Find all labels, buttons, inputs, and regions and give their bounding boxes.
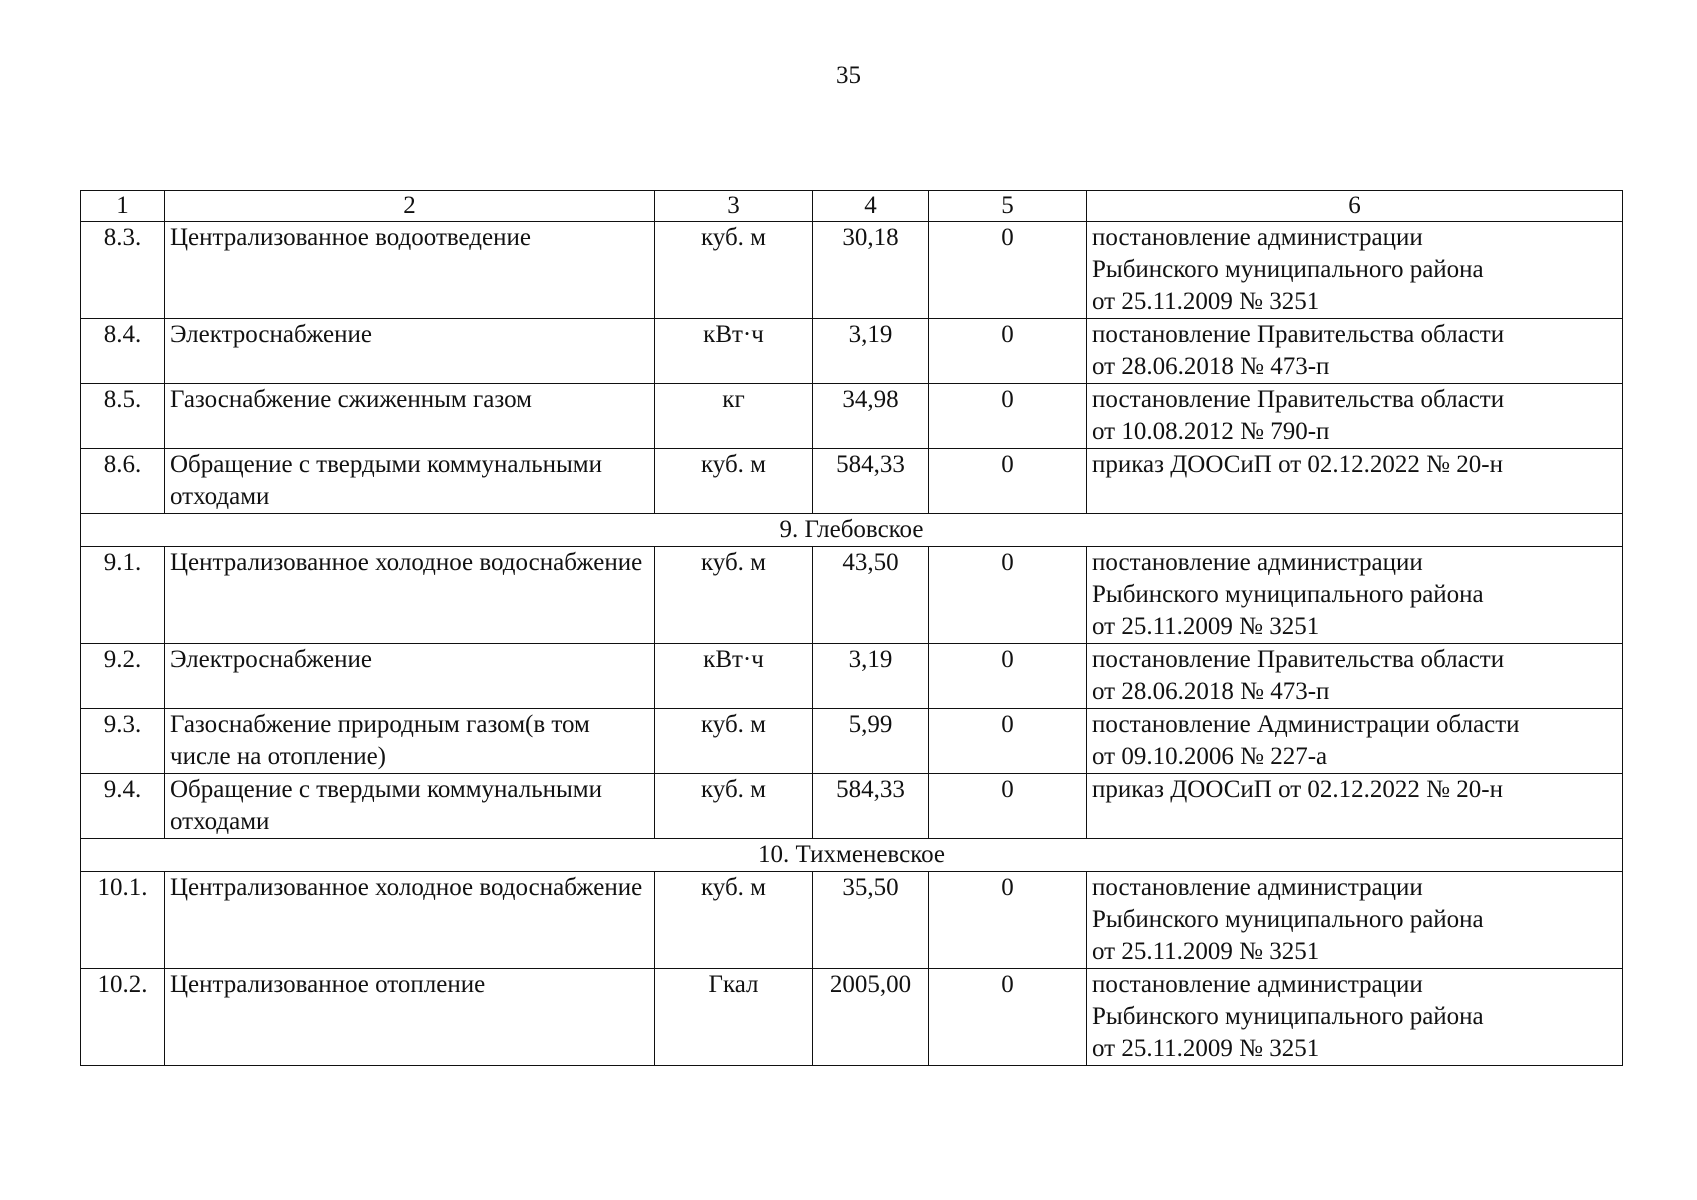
unit: кВт·ч — [655, 644, 813, 709]
column-header: 2 — [165, 191, 655, 222]
section-row — [81, 514, 1623, 547]
table-row — [81, 449, 1623, 514]
norm-value: 30,18 — [813, 222, 929, 319]
legal-basis-line: Рыбинского муниципального района — [1092, 1003, 1484, 1030]
legal-basis-line: от 25.11.2009 № 3251 — [1092, 613, 1320, 640]
service-name: Электроснабжение — [165, 644, 655, 709]
table-body — [81, 191, 1623, 1066]
legal-basis-line: постановление администрации — [1092, 549, 1423, 576]
legal-basis-line: постановление администрации — [1092, 874, 1423, 901]
legal-basis — [1087, 872, 1623, 969]
column-header: 3 — [655, 191, 813, 222]
unit: Гкал — [655, 969, 813, 1066]
page-number: 35 — [836, 62, 861, 89]
table-row — [81, 222, 1623, 319]
legal-basis-line: постановление Администрации области — [1092, 711, 1520, 738]
unit: кг — [655, 384, 813, 449]
unit: куб. м — [655, 872, 813, 969]
column-5-value: 0 — [929, 222, 1087, 319]
table-row — [81, 319, 1623, 384]
column-header: 1 — [81, 191, 165, 222]
row-number: 10.1. — [81, 872, 165, 969]
service-name: Обращение с твердыми коммунальными отходами — [165, 774, 655, 839]
legal-basis-line: от 25.11.2009 № 3251 — [1092, 288, 1320, 315]
unit: куб. м — [655, 547, 813, 644]
unit: куб. м — [655, 709, 813, 774]
legal-basis — [1087, 774, 1623, 839]
table-row — [81, 709, 1623, 774]
legal-basis-line: от 28.06.2018 № 473-п — [1092, 678, 1330, 705]
norm-value: 584,33 — [813, 774, 929, 839]
legal-basis-line: от 09.10.2006 № 227-а — [1092, 743, 1328, 770]
table-row — [81, 774, 1623, 839]
row-number: 9.1. — [81, 547, 165, 644]
legal-basis-line: постановление Правительства области — [1092, 386, 1505, 413]
section-row — [81, 839, 1623, 872]
service-name: Газоснабжение природным газом(в том числе на отопление) — [165, 709, 655, 774]
legal-basis — [1087, 547, 1623, 644]
column-5-value: 0 — [929, 384, 1087, 449]
section-title: 9. Глебовское — [81, 514, 1623, 547]
legal-basis-line: от 25.11.2009 № 3251 — [1092, 938, 1320, 965]
table-row — [81, 969, 1623, 1066]
service-name: Централизованное водоотведение — [165, 222, 655, 319]
tariff-table — [80, 190, 1623, 1066]
row-number: 9.3. — [81, 709, 165, 774]
legal-basis-line: Рыбинского муниципального района — [1092, 906, 1484, 933]
column-header: 6 — [1087, 191, 1623, 222]
norm-value: 35,50 — [813, 872, 929, 969]
legal-basis-line: постановление Правительства области — [1092, 321, 1505, 348]
norm-value: 584,33 — [813, 449, 929, 514]
legal-basis — [1087, 222, 1623, 319]
legal-basis-line: от 28.06.2018 № 473-п — [1092, 353, 1330, 380]
column-number-row — [81, 191, 1623, 222]
norm-value: 3,19 — [813, 644, 929, 709]
column-5-value: 0 — [929, 774, 1087, 839]
row-number: 8.6. — [81, 449, 165, 514]
norm-value: 34,98 — [813, 384, 929, 449]
row-number: 9.4. — [81, 774, 165, 839]
service-name: Газоснабжение сжиженным газом — [165, 384, 655, 449]
column-5-value: 0 — [929, 547, 1087, 644]
legal-basis-line: Рыбинского муниципального района — [1092, 256, 1484, 283]
legal-basis-line: постановление Правительства области — [1092, 646, 1505, 673]
service-name: Обращение с твердыми коммунальными отходами — [165, 449, 655, 514]
table-row — [81, 872, 1623, 969]
unit: куб. м — [655, 774, 813, 839]
norm-value: 5,99 — [813, 709, 929, 774]
legal-basis-line: приказ ДООСиП от 02.12.2022 № 20-н — [1092, 776, 1503, 803]
table-row — [81, 547, 1623, 644]
legal-basis — [1087, 384, 1623, 449]
legal-basis-line: постановление администрации — [1092, 971, 1423, 998]
legal-basis-line: от 10.08.2012 № 790-п — [1092, 418, 1330, 445]
column-5-value: 0 — [929, 872, 1087, 969]
unit: куб. м — [655, 222, 813, 319]
column-header: 4 — [813, 191, 929, 222]
column-5-value: 0 — [929, 969, 1087, 1066]
legal-basis — [1087, 319, 1623, 384]
row-number: 10.2. — [81, 969, 165, 1066]
column-5-value: 0 — [929, 319, 1087, 384]
row-number: 8.5. — [81, 384, 165, 449]
table-row — [81, 644, 1623, 709]
legal-basis — [1087, 449, 1623, 514]
legal-basis — [1087, 644, 1623, 709]
service-name: Электроснабжение — [165, 319, 655, 384]
norm-value: 3,19 — [813, 319, 929, 384]
legal-basis-line: постановление администрации — [1092, 224, 1423, 251]
row-number: 8.4. — [81, 319, 165, 384]
legal-basis — [1087, 709, 1623, 774]
legal-basis-line: от 25.11.2009 № 3251 — [1092, 1035, 1320, 1062]
norm-value: 43,50 — [813, 547, 929, 644]
row-number: 9.2. — [81, 644, 165, 709]
section-title: 10. Тихменевское — [81, 839, 1623, 872]
column-5-value: 0 — [929, 449, 1087, 514]
column-5-value: 0 — [929, 644, 1087, 709]
legal-basis-line: приказ ДООСиП от 02.12.2022 № 20-н — [1092, 451, 1503, 478]
column-5-value: 0 — [929, 709, 1087, 774]
table-row — [81, 384, 1623, 449]
column-header: 5 — [929, 191, 1087, 222]
service-name: Централизованное холодное водоснабжение — [165, 547, 655, 644]
service-name: Централизованное холодное водоснабжение — [165, 872, 655, 969]
row-number: 8.3. — [81, 222, 165, 319]
legal-basis — [1087, 969, 1623, 1066]
unit: кВт·ч — [655, 319, 813, 384]
legal-basis-line: Рыбинского муниципального района — [1092, 581, 1484, 608]
unit: куб. м — [655, 449, 813, 514]
norm-value: 2005,00 — [813, 969, 929, 1066]
service-name: Централизованное отопление — [165, 969, 655, 1066]
